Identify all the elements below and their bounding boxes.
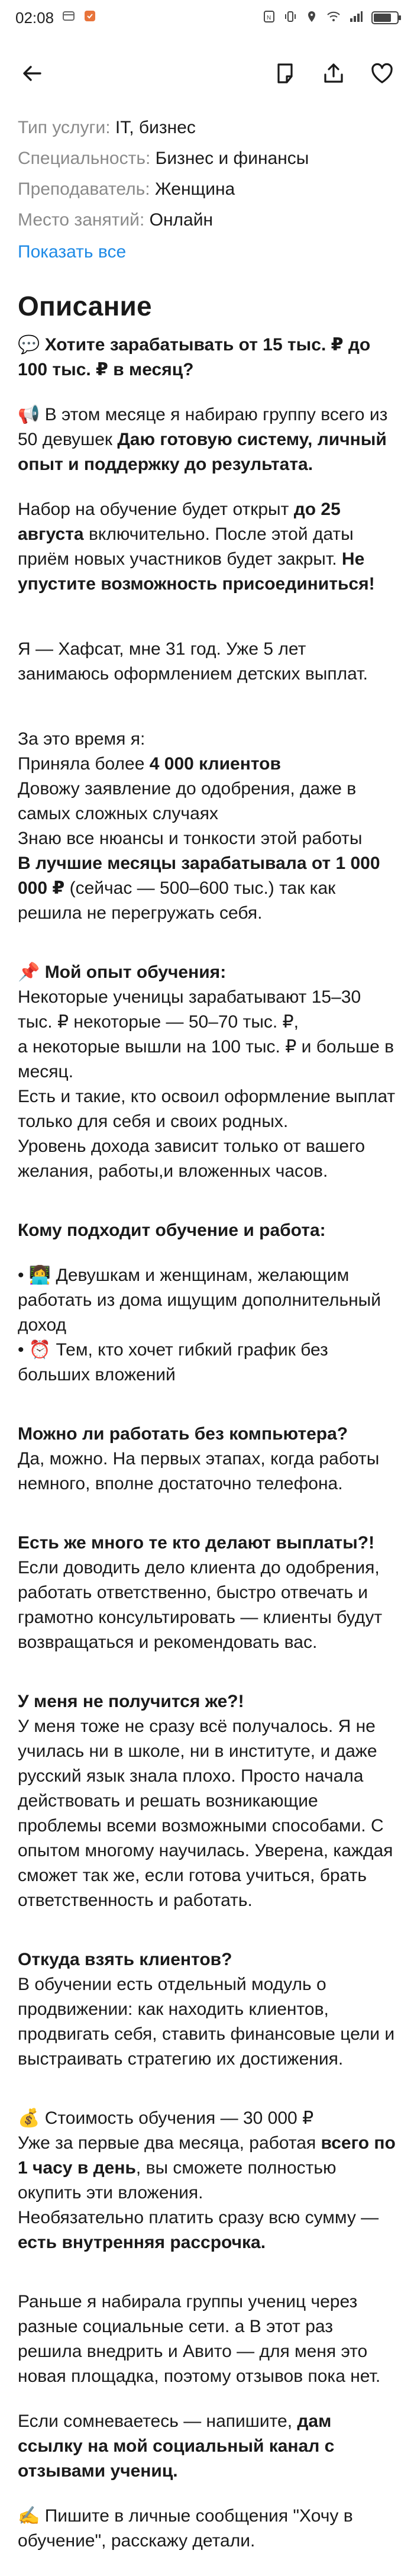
listing-content xyxy=(18,112,396,2574)
nfc-icon xyxy=(263,9,276,27)
desc-heading: 📌 Мой опыт обучения: xyxy=(18,962,227,982)
param-key: Преподаватель: xyxy=(18,179,150,199)
param-value: Женщина xyxy=(154,179,235,199)
desc-heading: 💰 Стоимость обучения — 30 000 ₽ xyxy=(18,2108,314,2128)
desc-paragraph: Я — Хафсат, мне 31 год. Уже 5 лет занимаюсь оформлением детских выплат. xyxy=(18,639,368,684)
show-all-link[interactable]: Показать все xyxy=(18,242,127,262)
desc-line: Некоторые ученицы зарабатывают 15–30 тыс. ₽ некоторые — 50–70 тыс. ₽, xyxy=(18,987,361,1032)
app-bar-actions xyxy=(269,57,399,90)
params-list xyxy=(18,112,396,236)
param-value: IT, бизнес xyxy=(115,118,196,137)
desc-heading: Кому подходит обучение и работа: xyxy=(18,1221,326,1240)
heart-icon xyxy=(370,62,394,85)
param-row-specialty xyxy=(18,143,396,174)
note-icon xyxy=(273,62,297,85)
desc-paragraph: 📢 В этом месяце я набираю группу всего из 50 девушек Даю готовую систему, личный опыт и поддержку до результата. xyxy=(18,405,388,474)
param-row-service-type xyxy=(18,112,396,143)
desc-line: Есть и такие, кто освоил оформление выплат только для себя и своих родных. xyxy=(18,1087,396,1131)
desc-heading: Откуда взять клиентов? xyxy=(18,1950,232,1969)
desc-line: Если доводить дело клиента до одобрения, работать ответственно, быстро отвечать и грамотно консультировать — клиенты будут возвращаться и рекомендовать вас. xyxy=(18,1558,383,1652)
status-left xyxy=(15,9,96,27)
card-icon xyxy=(62,9,75,26)
share-icon xyxy=(322,62,345,85)
desc-heading: У меня не получится же?! xyxy=(18,1692,244,1711)
favorite-button[interactable] xyxy=(366,57,399,90)
vibrate-icon xyxy=(284,9,297,27)
desc-line: Довожу заявление до одобрения, даже в самых сложных случаях xyxy=(18,779,357,823)
desc-line: а некоторые вышли на 100 тыс. ₽ и больше в месяц. xyxy=(18,1037,394,1081)
desc-line: У меня тоже не сразу всё получалось. Я не училась ни в школе, ни в институте, и даже русский язык знала плохо. Просто начала действовать и решать возникающие проблемы всеми возможными способами. С опытом многому научилась. Уверена, каждая сможет так же, если готова учиться, брать ответственность и работать. xyxy=(18,1717,393,1910)
desc-line: Да, можно. На первых этапах, когда работы немного, вполне достаточно телефона. xyxy=(18,1449,380,1493)
desc-line: В лучшие месяцы зарабатывала от 1 000 000 ₽ (сейчас — 500–600 тыс.) так как решила не перегружать себя. xyxy=(18,854,380,923)
svg-text:N: N xyxy=(267,14,271,21)
status-time: 02:08 xyxy=(15,8,54,27)
desc-heading: Можно ли работать без компьютера? xyxy=(18,1424,348,1444)
location-icon xyxy=(305,9,318,27)
desc-line: Уровень дохода зависит только от вашего желания, работы,и вложенных часов. xyxy=(18,1136,366,1181)
battery-icon xyxy=(371,11,399,24)
desc-line: Знаю все нюансы и тонкости этой работы xyxy=(18,829,363,848)
back-button[interactable] xyxy=(15,57,48,90)
param-key: Место занятий: xyxy=(18,210,145,230)
signal-icon xyxy=(349,9,363,27)
wifi-icon xyxy=(326,9,341,27)
desc-line: • 👩‍💻 Девушкам и женщинам, желающим работать из дома ищущим дополнительный доход xyxy=(18,1266,381,1335)
desc-paragraph: Если сомневаетесь — напишите, дам ссылку на мой социальный канал с отзывами учениц. xyxy=(18,2411,335,2481)
desc-line: В обучении есть отдельный модуль о продвижении: как находить клиентов, продвигать себя, ставить финансовые цели и выстраивать стратегию их достижения. xyxy=(18,1975,395,2069)
param-row-location xyxy=(18,205,396,236)
desc-heading: Есть же много те кто делают выплаты?! xyxy=(18,1533,375,1553)
desc-line: Приняла более 4 000 клиентов xyxy=(18,754,281,774)
desc-line: Уже за первые два месяца, работая всего по 1 часу в день, вы сможете полностью окупить эти вложения. xyxy=(18,2133,396,2203)
description-body xyxy=(18,333,396,2554)
desc-line: За это время я: xyxy=(18,729,145,749)
status-right xyxy=(263,9,399,27)
param-value: Бизнес и финансы xyxy=(155,149,309,168)
status-bar xyxy=(0,0,414,36)
note-button[interactable] xyxy=(269,57,302,90)
param-value: Онлайн xyxy=(149,210,214,230)
app-bar xyxy=(0,36,414,111)
desc-line: • ⏰ Тем, кто хочет гибкий график без больших вложений xyxy=(18,1340,328,1384)
desc-paragraph: ✍️ Пишите в личные сообщения "Хочу в обучение", расскажу детали. xyxy=(18,2506,353,2551)
desc-paragraph: 💬 Хотите зарабатывать от 15 тыс. ₽ до 100 тыс. ₽ в месяц? xyxy=(18,335,371,379)
description-title: Описание xyxy=(18,291,152,321)
battery-level xyxy=(374,14,391,22)
share-button[interactable] xyxy=(317,57,350,90)
param-row-teacher xyxy=(18,174,396,205)
desc-line: Необязательно платить сразу всю сумму — есть внутренняя рассрочка. xyxy=(18,2208,379,2252)
param-key: Тип услуги: xyxy=(18,118,111,137)
back-arrow-icon xyxy=(20,62,44,85)
app-notification-icon xyxy=(83,9,96,26)
param-key: Специальность: xyxy=(18,149,151,168)
desc-paragraph: Раньше я набирала группы учениц через разные социальные сети. а В этот раз решила внедрить и Авито — для меня это новая площадка, поэтому отзывов пока нет. xyxy=(18,2292,381,2386)
desc-paragraph: Набор на обучение будет открыт до 25 августа включительно. После этой даты приём новых участников будет закрыт. Не упустите возможность присоединиться! xyxy=(18,500,375,594)
